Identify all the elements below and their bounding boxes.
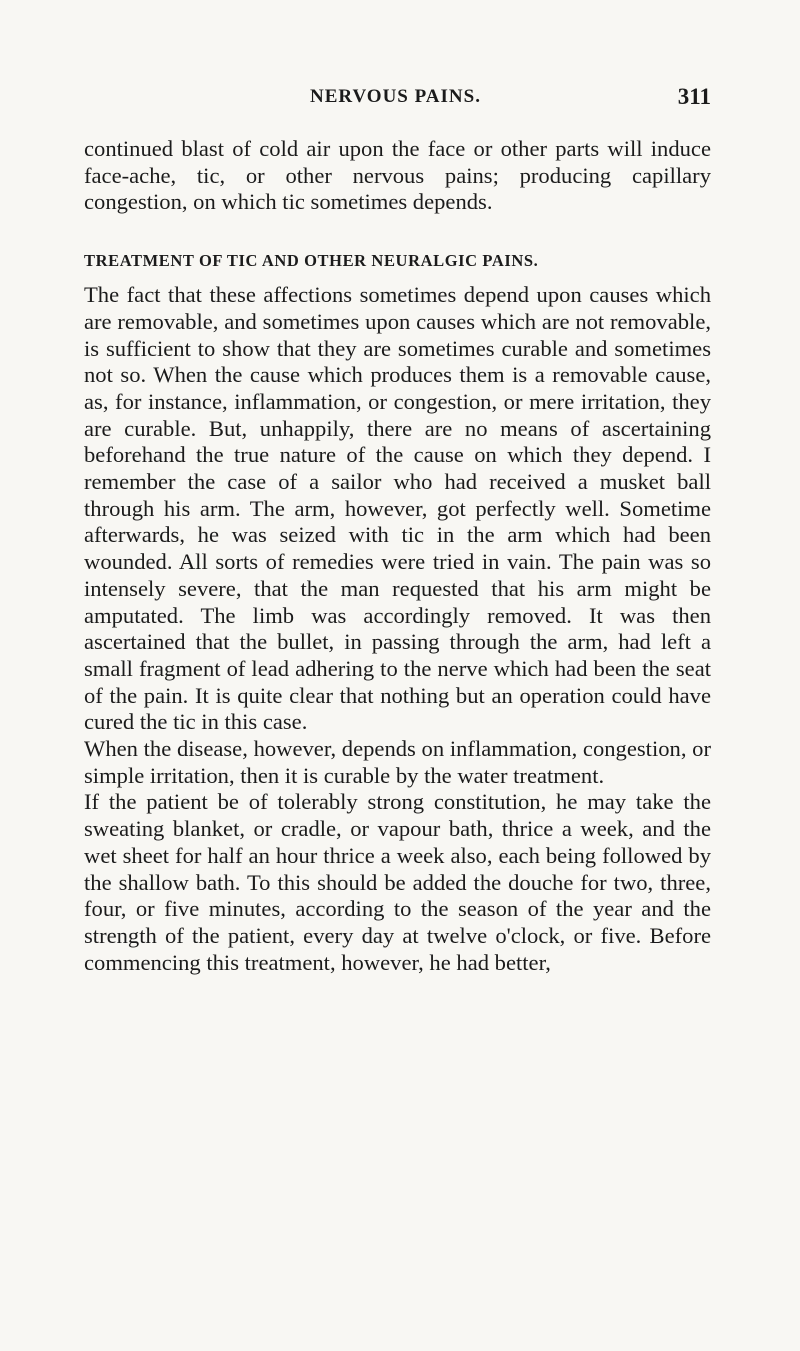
body-text [84, 136, 711, 976]
paragraph: When the disease, however, depends on inflammation, congestion, or simple irritation, then it is curable by the water treatment. [84, 736, 711, 788]
page-number: 311 [677, 84, 711, 109]
paragraph: If the patient be of tolerably strong constitution, he may take the sweating blanket, or cradle, or vapour bath, thrice a week, and the wet sheet for half an hour thrice a week also, each being followed by the shallow bath. To this should be added the douche for two, three, four, or five minutes, according to the season of the year and the strength of the patient, every day at twelve o'clock, or five. Before commencing this treatment, however, he had better, [84, 789, 711, 975]
paragraph: The fact that these affections sometimes depend upon causes which are removable, and sometimes upon causes which are not removable, is sufficient to show that they are sometimes curable and sometimes not so. When the cause which produces them is a removable cause, as, for instance, inflammation, or congestion, or mere irritation, they are curable. But, unhappily, there are no means of ascertaining beforehand the true nature of the cause on which they depend. I remember the case of a sailor who had received a musket ball through his arm. The arm, however, got perfectly well. Sometime afterwards, he was seized with tic in the arm which had been wounded. All sorts of remedies were tried in vain. The pain was so intensely severe, that the man requested that his arm might be amputated. The limb was accordingly removed. It was then ascertained that the bullet, in passing through the arm, had left a small fragment of lead adhering to the nerve which had been the seat of the pain. It is quite clear that nothing but an operation could have cured the tic in this case. [84, 282, 711, 735]
continuation-paragraph: continued blast of cold air upon the face or other parts will induce face-ache, tic, or other nervous pains; producing capillary congestion, on which tic sometimes depends. [84, 136, 711, 215]
section-heading: TREATMENT OF TIC AND OTHER NEURALGIC PAINS. [84, 251, 539, 271]
running-title: NERVOUS PAINS. [310, 86, 481, 107]
page-header [84, 86, 711, 116]
